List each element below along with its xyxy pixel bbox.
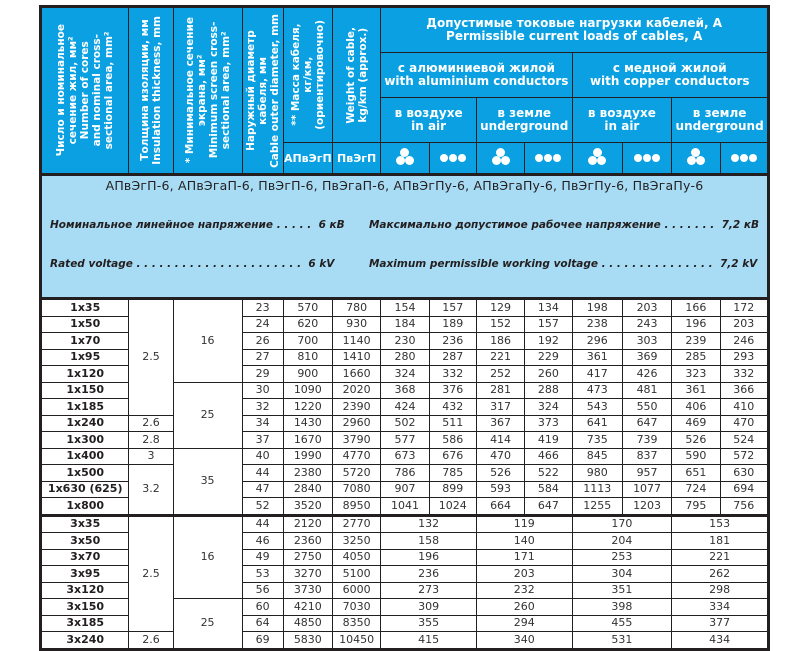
outer-diameter: 26 (242, 333, 283, 350)
current-load: 1041 (381, 498, 429, 516)
outer-diameter: 27 (242, 349, 283, 366)
current-load: 373 (525, 415, 572, 432)
current-load: 455 (572, 615, 672, 632)
current-load: 203 (476, 566, 572, 583)
current-load: 415 (381, 632, 477, 650)
table-row (41, 432, 769, 449)
current-load: 158 (381, 533, 477, 550)
cable-size: 3x70 (41, 549, 129, 566)
current-load: 647 (622, 415, 671, 432)
air-en: in air (411, 119, 447, 133)
cable-size: 1x240 (41, 415, 129, 432)
current-load: 673 (381, 448, 429, 465)
current-load: 417 (572, 366, 622, 383)
header-loads (381, 7, 769, 53)
header-copper (572, 53, 768, 98)
current-load: 470 (476, 448, 524, 465)
current-load: 366 (720, 382, 768, 399)
current-load: 899 (429, 481, 476, 498)
current-load: 303 (622, 333, 671, 350)
current-load: 590 (672, 448, 720, 465)
weight-pvegp: 1660 (332, 366, 380, 383)
header-weight-apvegp: АПвЭгП (283, 143, 332, 175)
current-load: 189 (429, 316, 476, 333)
current-load: 172 (720, 299, 768, 317)
current-load: 1077 (622, 481, 671, 498)
current-load: 526 (672, 432, 720, 449)
current-load: 230 (381, 333, 429, 350)
current-load: 837 (622, 448, 671, 465)
weight-pvegp: 8350 (332, 615, 380, 632)
weight-apvegp: 1090 (283, 382, 332, 399)
current-load: 1113 (572, 481, 622, 498)
current-load: 198 (572, 299, 622, 317)
header-diameter-label: Наружный диаметр кабеля, мм Cable outer diameter, mm (244, 13, 281, 168)
current-load: 647 (525, 498, 572, 516)
weight-pvegp: 2020 (332, 382, 380, 399)
current-load: 260 (525, 366, 572, 383)
current-load: 171 (476, 549, 572, 566)
current-load: 586 (429, 432, 476, 449)
outer-diameter: 56 (242, 582, 283, 599)
weight-pvegp: 5720 (332, 465, 380, 482)
current-load: 260 (476, 599, 572, 616)
current-load: 154 (381, 299, 429, 317)
outer-diameter: 53 (242, 566, 283, 583)
header-cores-label: Число и номинальное сечение жил, мм² Number of cores and nominal cross- sectional area, mm² (55, 24, 116, 157)
outer-diameter: 44 (242, 515, 283, 533)
current-load: 572 (720, 448, 768, 465)
flat-formation-icon (622, 143, 671, 175)
current-load: 293 (720, 349, 768, 366)
current-load: 376 (429, 382, 476, 399)
current-load: 361 (572, 349, 622, 366)
current-load: 724 (672, 481, 720, 498)
current-load: 280 (381, 349, 429, 366)
current-load: 296 (572, 333, 622, 350)
current-load: 285 (672, 349, 720, 366)
current-load: 232 (476, 582, 572, 599)
weight-apvegp: 900 (283, 366, 332, 383)
current-load: 795 (672, 498, 720, 516)
cable-size: 1x400 (41, 448, 129, 465)
current-load: 473 (572, 382, 622, 399)
table-row (41, 515, 769, 533)
current-load: 664 (476, 498, 524, 516)
insulation-thickness: 2.8 (129, 432, 173, 449)
current-load: 398 (572, 599, 672, 616)
cable-size: 1x630 (625) (41, 481, 129, 498)
current-load: 419 (525, 432, 572, 449)
weight-pvegp: 1140 (332, 333, 380, 350)
cable-size: 3x240 (41, 632, 129, 650)
current-load: 1203 (622, 498, 671, 516)
weight-apvegp: 3520 (283, 498, 332, 516)
current-load: 424 (381, 399, 429, 416)
trefoil-icon (381, 143, 429, 175)
outer-diameter: 32 (242, 399, 283, 416)
current-load: 377 (672, 615, 769, 632)
current-load: 253 (572, 549, 672, 566)
header-weight-en (332, 7, 380, 143)
ground-en: underground (480, 119, 569, 133)
weight-pvegp: 6000 (332, 582, 380, 599)
ground-ru: в земле (692, 106, 747, 120)
current-load: 157 (429, 299, 476, 317)
current-load: 273 (381, 582, 477, 599)
current-load: 132 (381, 515, 477, 533)
cable-size: 1x35 (41, 299, 129, 317)
current-load: 1024 (429, 498, 476, 516)
air-ru: в воздухе (587, 106, 656, 120)
weight-apvegp: 1430 (283, 415, 332, 432)
outer-diameter: 60 (242, 599, 283, 616)
weight-apvegp: 2840 (283, 481, 332, 498)
weight-apvegp: 3730 (283, 582, 332, 599)
header-diameter (242, 7, 283, 175)
weight-pvegp: 10450 (332, 632, 380, 650)
current-load: 351 (572, 582, 672, 599)
header-weight-en-label: Weight of cable, kg/km (approx.) (344, 26, 369, 124)
current-load: 414 (476, 432, 524, 449)
header-insulation (129, 7, 173, 175)
header-cu-ground (672, 98, 769, 143)
cable-size: 3x50 (41, 533, 129, 550)
ground-en: underground (675, 119, 764, 133)
current-load: 410 (720, 399, 768, 416)
current-load: 203 (622, 299, 671, 317)
current-load: 134 (525, 299, 572, 317)
weight-apvegp: 2120 (283, 515, 332, 533)
header-loads-en: Permissible current loads of cables, A (446, 29, 703, 43)
current-load: 298 (672, 582, 769, 599)
weight-pvegp: 7030 (332, 599, 380, 616)
insulation-thickness: 2.6 (129, 415, 173, 432)
current-load: 511 (429, 415, 476, 432)
current-load: 756 (720, 498, 768, 516)
current-load: 526 (476, 465, 524, 482)
header-copper-ru: с медной жилой (612, 61, 727, 75)
current-load: 651 (672, 465, 720, 482)
current-load: 470 (720, 415, 768, 432)
current-load: 229 (525, 349, 572, 366)
current-load: 785 (429, 465, 476, 482)
current-load: 543 (572, 399, 622, 416)
weight-apvegp: 810 (283, 349, 332, 366)
cable-spec-table-wrapper (39, 5, 770, 651)
outer-diameter: 37 (242, 432, 283, 449)
current-load: 907 (381, 481, 429, 498)
weight-pvegp: 2770 (332, 515, 380, 533)
current-load: 288 (525, 382, 572, 399)
table-row (41, 448, 769, 465)
cable-size: 1x70 (41, 333, 129, 350)
weight-apvegp: 620 (283, 316, 332, 333)
current-load: 432 (429, 399, 476, 416)
trefoil-icon (672, 143, 720, 175)
header-aluminium (381, 53, 572, 98)
table-row (41, 415, 769, 432)
info-band (41, 175, 769, 299)
ground-ru: в земле (497, 106, 552, 120)
current-load: 166 (672, 299, 720, 317)
current-load: 196 (672, 316, 720, 333)
current-load: 786 (381, 465, 429, 482)
weight-pvegp: 8950 (332, 498, 380, 516)
current-load: 524 (720, 432, 768, 449)
current-load: 170 (572, 515, 672, 533)
current-load: 196 (381, 549, 477, 566)
table-row (41, 632, 769, 650)
weight-pvegp: 4770 (332, 448, 380, 465)
current-load: 239 (672, 333, 720, 350)
current-load: 694 (720, 481, 768, 498)
current-load: 243 (622, 316, 671, 333)
current-load: 153 (672, 515, 769, 533)
weight-pvegp: 930 (332, 316, 380, 333)
air-en: in air (604, 119, 640, 133)
weight-apvegp: 4850 (283, 615, 332, 632)
weight-pvegp: 4050 (332, 549, 380, 566)
current-load: 630 (720, 465, 768, 482)
current-load: 739 (622, 432, 671, 449)
current-load: 593 (476, 481, 524, 498)
current-load: 317 (476, 399, 524, 416)
weight-pvegp: 3790 (332, 432, 380, 449)
header-weight-ru (283, 7, 332, 143)
outer-diameter: 30 (242, 382, 283, 399)
header-copper-en: with copper conductors (589, 74, 750, 88)
trefoil-icon (476, 143, 524, 175)
current-load: 641 (572, 415, 622, 432)
weight-apvegp: 4210 (283, 599, 332, 616)
current-load: 735 (572, 432, 622, 449)
outer-diameter: 46 (242, 533, 283, 550)
current-load: 369 (622, 349, 671, 366)
rated-voltage-ru: Номинальное линейное напряжение . . . . . 6 кВ (50, 219, 345, 231)
current-load: 324 (525, 399, 572, 416)
current-load: 584 (525, 481, 572, 498)
header-aluminium-en: with aluminium conductors (384, 74, 569, 88)
cable-spec-table (39, 5, 770, 651)
current-load: 323 (672, 366, 720, 383)
cable-size: 1x800 (41, 498, 129, 516)
current-load: 434 (672, 632, 769, 650)
insulation-thickness: 2.6 (129, 632, 173, 650)
current-load: 355 (381, 615, 477, 632)
table-header (41, 7, 769, 175)
current-load: 845 (572, 448, 622, 465)
table-row (41, 465, 769, 482)
current-load: 577 (381, 432, 429, 449)
header-aluminium-ru: с алюминиевой жилой (397, 61, 555, 75)
current-load: 980 (572, 465, 622, 482)
weight-apvegp: 1990 (283, 448, 332, 465)
current-load: 957 (622, 465, 671, 482)
header-al-ground (476, 98, 572, 143)
current-load: 324 (381, 366, 429, 383)
cable-size: 1x500 (41, 465, 129, 482)
insulation-thickness: 3 (129, 448, 173, 465)
current-load: 262 (672, 566, 769, 583)
cable-size: 1x95 (41, 349, 129, 366)
table-body (41, 175, 769, 650)
current-load: 367 (476, 415, 524, 432)
current-load: 221 (476, 349, 524, 366)
current-load: 361 (672, 382, 720, 399)
weight-pvegp: 5100 (332, 566, 380, 583)
current-load: 334 (672, 599, 769, 616)
current-load: 203 (720, 316, 768, 333)
weight-apvegp: 2360 (283, 533, 332, 550)
current-load: 368 (381, 382, 429, 399)
cable-size: 1x150 (41, 382, 129, 399)
flat-formation-icon (720, 143, 768, 175)
current-load: 152 (476, 316, 524, 333)
weight-pvegp: 7080 (332, 481, 380, 498)
rated-voltage-en: Rated voltage . . . . . . . . . . . . . . . . . . . . . . 6 kV (50, 258, 335, 270)
header-cores (41, 7, 129, 175)
weight-apvegp: 5830 (283, 632, 332, 650)
outer-diameter: 24 (242, 316, 283, 333)
current-load: 340 (476, 632, 572, 650)
current-load: 294 (476, 615, 572, 632)
outer-diameter: 44 (242, 465, 283, 482)
weight-apvegp: 700 (283, 333, 332, 350)
weight-pvegp: 2960 (332, 415, 380, 432)
current-load: 309 (381, 599, 477, 616)
outer-diameter: 64 (242, 615, 283, 632)
insulation-thickness: 3.2 (129, 465, 173, 516)
header-weight-pvegp: ПвЭгП (332, 143, 380, 175)
outer-diameter: 29 (242, 366, 283, 383)
screen-area: 25 (173, 599, 242, 650)
header-insulation-label: Толщина изоляции, мм Insulation thickness, mm (139, 16, 164, 165)
cable-size: 3x95 (41, 566, 129, 583)
current-load: 221 (672, 549, 769, 566)
current-load: 129 (476, 299, 524, 317)
max-voltage-en: Maximum permissible working voltage . . . . . . . . . . . . . . . 7,2 kV (368, 258, 758, 270)
screen-area: 35 (173, 448, 242, 515)
flat-formation-icon (429, 143, 476, 175)
header-cu-air (572, 98, 672, 143)
trefoil-icon (572, 143, 622, 175)
current-load: 281 (476, 382, 524, 399)
current-load: 287 (429, 349, 476, 366)
header-loads-ru: Допустимые токовые нагрузки кабелей, А (426, 16, 723, 30)
current-load: 550 (622, 399, 671, 416)
cable-size: 3x35 (41, 515, 129, 533)
weight-pvegp: 3250 (332, 533, 380, 550)
outer-diameter: 23 (242, 299, 283, 317)
current-load: 1255 (572, 498, 622, 516)
current-load: 236 (381, 566, 477, 583)
header-screen (173, 7, 242, 175)
weight-apvegp: 1220 (283, 399, 332, 416)
current-load: 119 (476, 515, 572, 533)
outer-diameter: 52 (242, 498, 283, 516)
weight-apvegp: 2750 (283, 549, 332, 566)
flat-formation-icon (525, 143, 572, 175)
current-load: 676 (429, 448, 476, 465)
max-voltage-ru: Максимально допустимое рабочее напряжение . . . . . . . 7,2 кВ (368, 219, 759, 231)
insulation-thickness: 2.5 (129, 515, 173, 632)
table-row (41, 299, 769, 317)
outer-diameter: 49 (242, 549, 283, 566)
weight-pvegp: 1410 (332, 349, 380, 366)
current-load: 332 (720, 366, 768, 383)
cable-size: 1x50 (41, 316, 129, 333)
screen-area: 16 (173, 299, 242, 383)
current-load: 531 (572, 632, 672, 650)
current-load: 192 (525, 333, 572, 350)
header-weight-ru-label: ** Масса кабеля, кг/км, (ориентировочно) (289, 20, 326, 130)
current-load: 332 (429, 366, 476, 383)
current-load: 426 (622, 366, 671, 383)
current-load: 304 (572, 566, 672, 583)
cable-size: 3x185 (41, 615, 129, 632)
current-load: 481 (622, 382, 671, 399)
outer-diameter: 69 (242, 632, 283, 650)
cable-size: 3x150 (41, 599, 129, 616)
outer-diameter: 34 (242, 415, 283, 432)
screen-area: 25 (173, 382, 242, 448)
weight-apvegp: 1670 (283, 432, 332, 449)
cable-types: АПвЭгП-6, АПвЭгаП-6, ПвЭгП-6, ПвЭгаП-6, АПвЭгПу-6, АПвЭгаПу-6, ПвЭгПу-6, ПвЭгаПу-6 (105, 178, 704, 193)
cable-size: 1x300 (41, 432, 129, 449)
weight-pvegp: 780 (332, 299, 380, 317)
current-load: 466 (525, 448, 572, 465)
weight-apvegp: 3270 (283, 566, 332, 583)
header-screen-label: * Минимальное сечение экрана, мм² Minimum screen cross- sectional area, mm² (183, 17, 232, 164)
cable-size: 1x185 (41, 399, 129, 416)
insulation-thickness: 2.5 (129, 299, 173, 416)
current-load: 140 (476, 533, 572, 550)
current-load: 502 (381, 415, 429, 432)
current-load: 238 (572, 316, 622, 333)
weight-apvegp: 570 (283, 299, 332, 317)
current-load: 204 (572, 533, 672, 550)
current-load: 406 (672, 399, 720, 416)
current-load: 186 (476, 333, 524, 350)
cable-size: 3x120 (41, 582, 129, 599)
current-load: 469 (672, 415, 720, 432)
current-load: 236 (429, 333, 476, 350)
weight-apvegp: 2380 (283, 465, 332, 482)
outer-diameter: 40 (242, 448, 283, 465)
air-ru: в воздухе (394, 106, 463, 120)
cable-size: 1x120 (41, 366, 129, 383)
current-load: 184 (381, 316, 429, 333)
header-al-air (381, 98, 477, 143)
current-load: 157 (525, 316, 572, 333)
current-load: 181 (672, 533, 769, 550)
screen-area: 16 (173, 515, 242, 599)
current-load: 522 (525, 465, 572, 482)
current-load: 252 (476, 366, 524, 383)
outer-diameter: 47 (242, 481, 283, 498)
current-load: 246 (720, 333, 768, 350)
weight-pvegp: 2390 (332, 399, 380, 416)
